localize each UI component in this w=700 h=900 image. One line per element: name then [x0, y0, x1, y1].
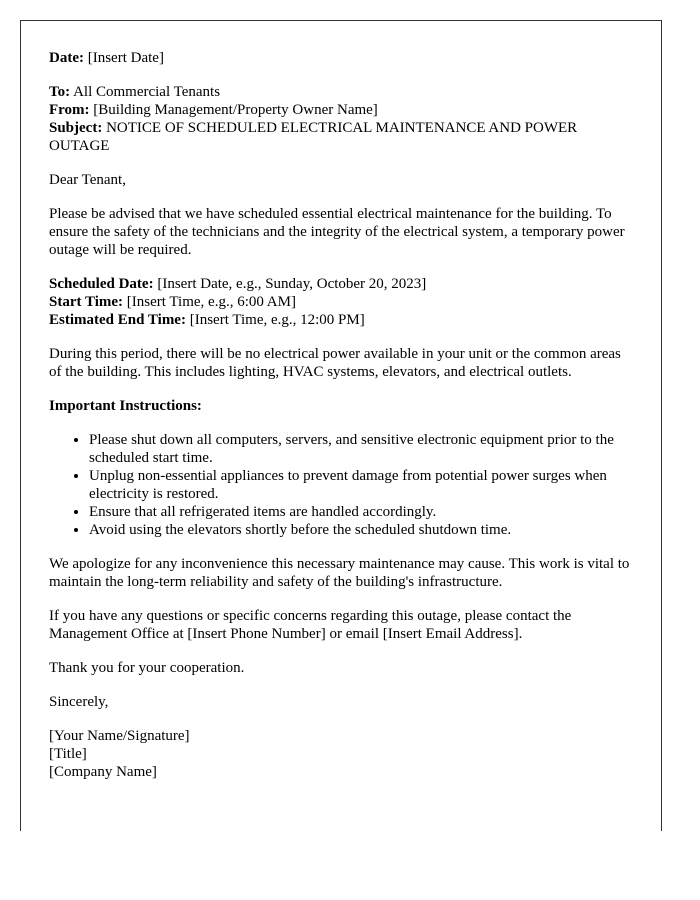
apology-paragraph: We apologize for any inconvenience this necessary maintenance may cause. This work is vital to maintain the long-term reliability and safety of the building's infrastructure. [49, 556, 630, 590]
header-block [49, 83, 633, 155]
greeting: Dear Tenant, [49, 172, 126, 188]
list-item: • Ensure that all refrigerated items are handled accordingly. [89, 503, 633, 521]
intro-paragraph: Please be advised that we have scheduled essential electrical maintenance for the building. To ensure the safety of the technicians and the integrity of the electrical system, a temporary power outage will be required. [49, 206, 625, 258]
contact-paragraph: If you have any questions or specific concerns regarding this outage, please contact the Management Office at [Insert Phone Number] or email [Insert Email Address]. [49, 608, 572, 642]
subject-line: Subject: NOTICE OF SCHEDULED ELECTRICAL MAINTENANCE AND POWER OUTAGE [49, 120, 578, 154]
closing-line: Sincerely, [49, 694, 109, 710]
date-line: Date: [Insert Date] [49, 50, 164, 66]
thanks-line: Thank you for your cooperation. [49, 660, 245, 676]
list-item: • Unplug non-essential appliances to prevent damage from potential power surges when electricity is restored. [89, 467, 633, 503]
impact-paragraph: During this period, there will be no electrical power available in your unit or the common areas of the building. This includes lighting, HVAC systems, elevators, and electrical outlets. [49, 346, 621, 380]
list-item: • Please shut down all computers, servers, and sensitive electronic equipment prior to the scheduled start time. [89, 431, 633, 467]
from-line: From: [Building Management/Property Owner Name] [49, 102, 378, 118]
signature-title: [Title] [49, 746, 87, 762]
scheduled-date: Scheduled Date: [Insert Date, e.g., Sunday, October 20, 2023] [49, 276, 427, 292]
instructions-heading: Important Instructions: [49, 398, 202, 414]
signature-name: [Your Name/Signature] [49, 728, 190, 744]
signature-company: [Company Name] [49, 764, 157, 780]
schedule-block [49, 275, 633, 329]
signature-block [49, 727, 633, 781]
list-item: • Avoid using the elevators shortly before the scheduled shutdown time. [89, 521, 633, 539]
to-line: To: All Commercial Tenants [49, 84, 221, 100]
end-time: Estimated End Time: [Insert Time, e.g., 12:00 PM] [49, 312, 365, 328]
letter-page [20, 20, 662, 831]
instructions-list [49, 431, 633, 539]
start-time: Start Time: [Insert Time, e.g., 6:00 AM] [49, 294, 296, 310]
